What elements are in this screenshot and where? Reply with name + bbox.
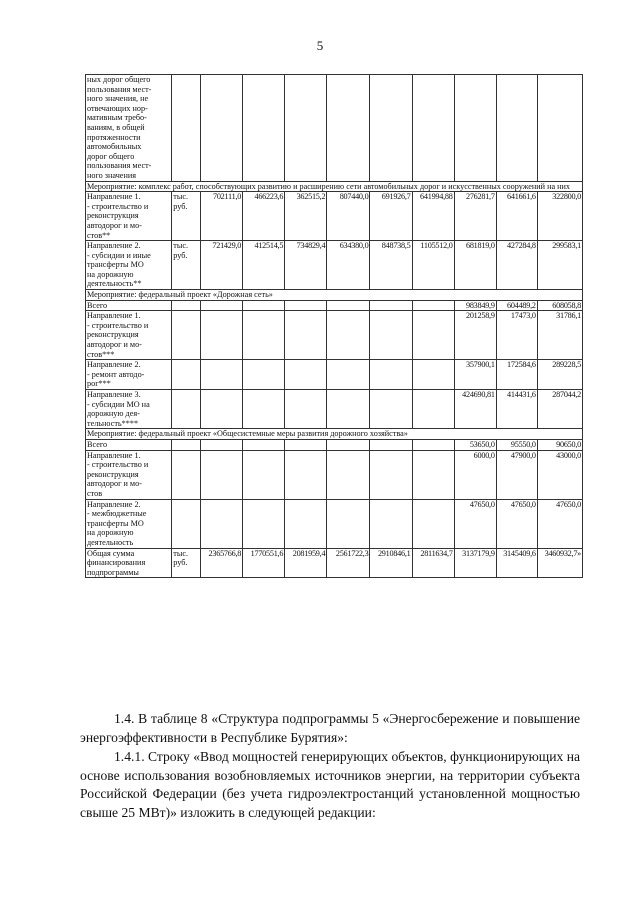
measure-title: Мероприятие: федеральный проект «Дорожная сеть» [86,290,583,301]
value-cell [454,75,496,182]
value-cell [370,360,412,390]
value-cell: 47900,0 [496,450,537,499]
value-cell [285,439,327,450]
value-cell [201,311,243,360]
page-number: 5 [316,38,324,53]
value-cell: 95550,0 [496,439,537,450]
value-cell: 466223,6 [243,192,285,241]
row-label: Всего [86,300,172,311]
value-cell [243,360,285,390]
value-cell [285,75,327,182]
value-cell [201,360,243,390]
value-cell [370,311,412,360]
row-label: ных дорог общего пользования мест- ного значения, не отвечающих нор- мативным требо- ваниям, в общей протяженности автомобильных дорог общего пользования мест- ного значения [86,75,172,182]
value-cell: 608058,8 [537,300,582,311]
value-cell: 2910846,1 [370,548,412,578]
row-label: Направление 2. - субсидии и иные трансферты МО на дорожную деятельность** [86,241,172,290]
value-cell: 414431,6 [496,390,537,429]
value-cell: 3460932,7» [537,548,582,578]
value-cell [285,311,327,360]
value-cell: 47650,0 [537,499,582,548]
value-cell: 31786,1 [537,311,582,360]
value-cell [285,300,327,311]
value-cell: 721429,0 [201,241,243,290]
value-cell [412,390,454,429]
value-cell: 604489,2 [496,300,537,311]
value-cell [243,499,285,548]
value-cell [412,75,454,182]
measure-title: Мероприятие: комплекс работ, способствующих развитию и расширению сети автомобильных дорог и искусственных сооружений на них [86,181,583,192]
value-cell [327,439,370,450]
measure-row [86,181,583,192]
unit-cell: тыс. руб. [172,241,201,290]
value-cell [201,499,243,548]
measure-row [86,429,583,440]
unit-cell [172,311,201,360]
value-cell: 807440,0 [327,192,370,241]
value-cell: 287044,2 [537,390,582,429]
value-cell [201,300,243,311]
table-body [86,75,583,578]
value-cell [370,300,412,311]
value-cell [201,439,243,450]
value-cell [243,450,285,499]
value-cell: 983849,9 [454,300,496,311]
measure-row [86,290,583,301]
value-cell: 424690,81 [454,390,496,429]
value-cell: 634380,0 [327,241,370,290]
value-cell [285,390,327,429]
value-cell [327,75,370,182]
value-cell [201,390,243,429]
row-label: Направление 3. - субсидии МО на дорожную дея- тельность**** [86,390,172,429]
value-cell: 90650,0 [537,439,582,450]
value-cell [285,360,327,390]
value-cell: 299583,1 [537,241,582,290]
value-cell: 3145409,6 [496,548,537,578]
value-cell [243,300,285,311]
unit-cell [172,499,201,548]
row-label: Общая сумма финансирования подпрограммы [86,548,172,578]
value-cell: 357900,1 [454,360,496,390]
value-cell [412,439,454,450]
value-cell: 641661,6 [496,192,537,241]
value-cell: 734829,4 [285,241,327,290]
value-cell [370,390,412,429]
unit-cell [172,300,201,311]
table-row [86,360,583,390]
value-cell [537,75,582,182]
value-cell: 2561722,3 [327,548,370,578]
value-cell [285,450,327,499]
value-cell [370,450,412,499]
value-cell: 47650,0 [496,499,537,548]
value-cell: 1770551,6 [243,548,285,578]
value-cell: 702111,0 [201,192,243,241]
table-row [86,192,583,241]
value-cell: 289228,5 [537,360,582,390]
value-cell [370,439,412,450]
value-cell: 322800,0 [537,192,582,241]
unit-cell [172,439,201,450]
value-cell: 362515,2 [285,192,327,241]
value-cell: 172584,6 [496,360,537,390]
unit-cell [172,75,201,182]
value-cell [327,499,370,548]
value-cell: 47650,0 [454,499,496,548]
paragraph-1-4-1: 1.4.1. Строку «Ввод мощностей генерирующих объектов, функционирующих на основе использования возобновляемых источников энергии, на территории субъекта Российской Федерации (без учета гидроэлектростанций установленной мощностью свыше 25 МВт)» изложить в следующей редакции: [80,749,580,820]
table-row [86,75,583,182]
value-cell: 3137179,9 [454,548,496,578]
table-row [86,311,583,360]
value-cell: 2081959,4 [285,548,327,578]
row-label: Всего [86,439,172,450]
value-cell: 2811634,7 [412,548,454,578]
value-cell [412,360,454,390]
value-cell [496,75,537,182]
value-cell [243,390,285,429]
value-cell: 1105512,0 [412,241,454,290]
value-cell [370,75,412,182]
value-cell: 17473,0 [496,311,537,360]
table-row [86,390,583,429]
value-cell: 681819,0 [454,241,496,290]
row-label: Направление 2. - ремонт автодо- рог*** [86,360,172,390]
value-cell [327,450,370,499]
table-row [86,300,583,311]
value-cell: 53650,0 [454,439,496,450]
value-cell: 641994,88 [412,192,454,241]
paragraph-1-4: 1.4. В таблице 8 «Структура подпрограммы 5 «Энергосбережение и повышение энергоэффективности в Республике Бурятия»: [80,711,580,745]
value-cell: 6000,0 [454,450,496,499]
value-cell: 276281,7 [454,192,496,241]
table-row [86,450,583,499]
value-cell [243,439,285,450]
value-cell [327,311,370,360]
value-cell [412,300,454,311]
table-row [86,439,583,450]
row-label: Направление 1. - строительство и реконструкция автодорог и мо- стов [86,450,172,499]
value-cell [285,499,327,548]
value-cell: 691926,7 [370,192,412,241]
table-row [86,241,583,290]
value-cell: 2365766,8 [201,548,243,578]
value-cell [243,75,285,182]
value-cell [327,390,370,429]
value-cell: 43000,0 [537,450,582,499]
value-cell [201,75,243,182]
row-label: Направление 1. - строительство и реконструкция автодорог и мо- стов*** [86,311,172,360]
value-cell [370,499,412,548]
unit-cell: тыс. руб. [172,548,201,578]
value-cell [412,499,454,548]
value-cell [412,450,454,499]
value-cell [327,360,370,390]
measure-title: Мероприятие: федеральный проект «Общесистемные меры развития дорожного хозяйства» [86,429,583,440]
financing-table [85,74,583,578]
unit-cell [172,360,201,390]
value-cell [327,300,370,311]
unit-cell: тыс. руб. [172,192,201,241]
unit-cell [172,390,201,429]
table-row [86,548,583,578]
value-cell: 848738,5 [370,241,412,290]
value-cell: 201258,9 [454,311,496,360]
row-label: Направление 2. - межбюджетные трансферты МО на дорожную деятельность [86,499,172,548]
row-label: Направление 1. - строительство и реконструкция автодорог и мо- стов** [86,192,172,241]
unit-cell [172,450,201,499]
table-row [86,499,583,548]
value-cell: 427284,8 [496,241,537,290]
value-cell: 412514,5 [243,241,285,290]
value-cell [201,450,243,499]
value-cell [243,311,285,360]
value-cell [412,311,454,360]
